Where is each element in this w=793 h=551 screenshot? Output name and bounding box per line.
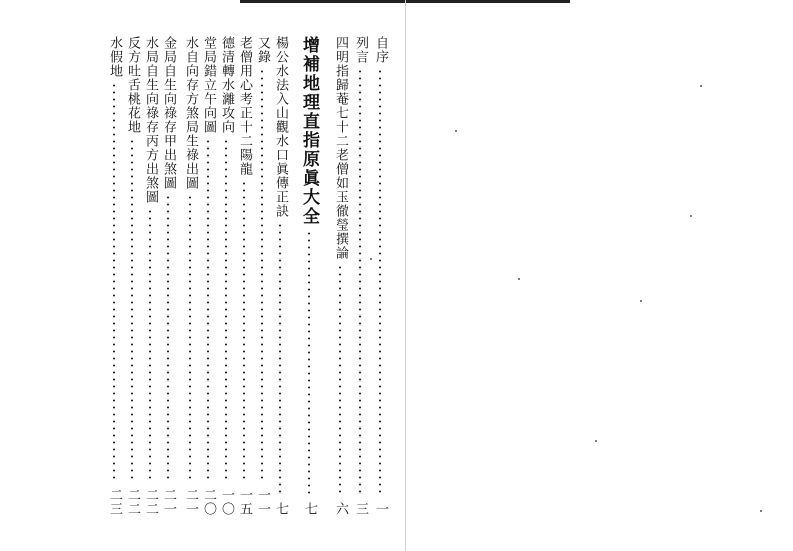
toc-entry-title: 增補地理直指原眞大全 [299, 36, 319, 226]
toc-entry[interactable] [371, 36, 389, 516]
toc-entry-page: 二〇 [201, 488, 216, 516]
dot-leader [261, 68, 263, 482]
toc-entry-title: 楊公水法入山觀水口眞傳正訣 [273, 36, 288, 218]
dot-leader [279, 222, 281, 496]
toc-entry-page: 七 [273, 502, 288, 516]
dot-leader [225, 138, 227, 482]
toc-entry[interactable] [271, 36, 289, 516]
toc-entry-title: 水自向存方煞局生祿出圖 [183, 36, 198, 190]
dot-leader [149, 208, 151, 482]
scan-speck [518, 278, 520, 280]
dot-leader [167, 194, 169, 482]
toc-entry[interactable] [105, 36, 123, 516]
scan-speck [700, 85, 702, 87]
dot-leader [308, 230, 310, 496]
toc-entry-page: 二三 [107, 488, 122, 516]
toc-entry[interactable] [253, 36, 271, 516]
scan-speck [690, 215, 692, 217]
toc-entry-title: 德清轉水灕攻向 [219, 36, 234, 134]
toc-entry-title: 老僧用心考正十二陽龍 [237, 36, 252, 176]
toc-entry-title: 水局自生向祿存丙方出煞圖 [143, 36, 158, 204]
toc-entry[interactable] [199, 36, 217, 516]
toc-entry[interactable] [141, 36, 159, 516]
dot-leader [189, 194, 191, 482]
dot-leader [207, 138, 209, 482]
toc-entry[interactable] [351, 36, 369, 516]
toc-entry-title: 列言 [353, 36, 368, 64]
scan-speck [595, 440, 597, 442]
toc-entry-page: 一 [373, 502, 388, 516]
toc-entry-page: 二二 [143, 488, 158, 516]
scan-speck [455, 130, 457, 132]
scan-speck [370, 258, 372, 260]
dot-leader [359, 68, 361, 496]
toc-entry[interactable] [159, 36, 177, 516]
dot-leader [131, 138, 133, 482]
toc-entry-page: 一五 [237, 488, 252, 516]
toc-entry-page: 二一 [183, 488, 198, 516]
toc-entry[interactable] [217, 36, 235, 516]
scan-speck [640, 300, 642, 302]
toc-entry-page: 一一 [255, 488, 270, 516]
toc-entry[interactable] [181, 36, 199, 516]
dot-leader [339, 264, 341, 496]
toc-entry-title: 水假地 [107, 36, 122, 78]
toc-entry-title: 又錄 [255, 36, 270, 64]
toc-entry-title: 四明指歸菴七十二老僧如玉徹瑩撰論 [333, 36, 348, 260]
dot-leader [113, 82, 115, 482]
toc-entry-main-title[interactable] [298, 36, 320, 516]
toc-entry-title: 自序 [373, 36, 388, 64]
toc-entry-page: 七 [302, 502, 317, 516]
toc-entry-page: 六 [333, 502, 348, 516]
toc-entry-page: 一〇 [219, 488, 234, 516]
toc-entry-page: 二二 [125, 488, 140, 516]
toc-entry-page: 三 [353, 502, 368, 516]
dot-leader [379, 68, 381, 496]
toc-entry[interactable] [331, 36, 349, 516]
toc-entry-page: 二一 [161, 488, 176, 516]
toc-entry[interactable] [235, 36, 253, 516]
book-spine-divider [405, 0, 406, 551]
scan-speck [760, 510, 762, 512]
toc-entry-title: 堂局錯立午向圖 [201, 36, 216, 134]
toc-entry[interactable] [123, 36, 141, 516]
dot-leader [243, 180, 245, 482]
toc-entry-title: 金局自生向祿存甲出煞圖 [161, 36, 176, 190]
toc-entry-title: 反方吐舌桃花地 [125, 36, 140, 134]
